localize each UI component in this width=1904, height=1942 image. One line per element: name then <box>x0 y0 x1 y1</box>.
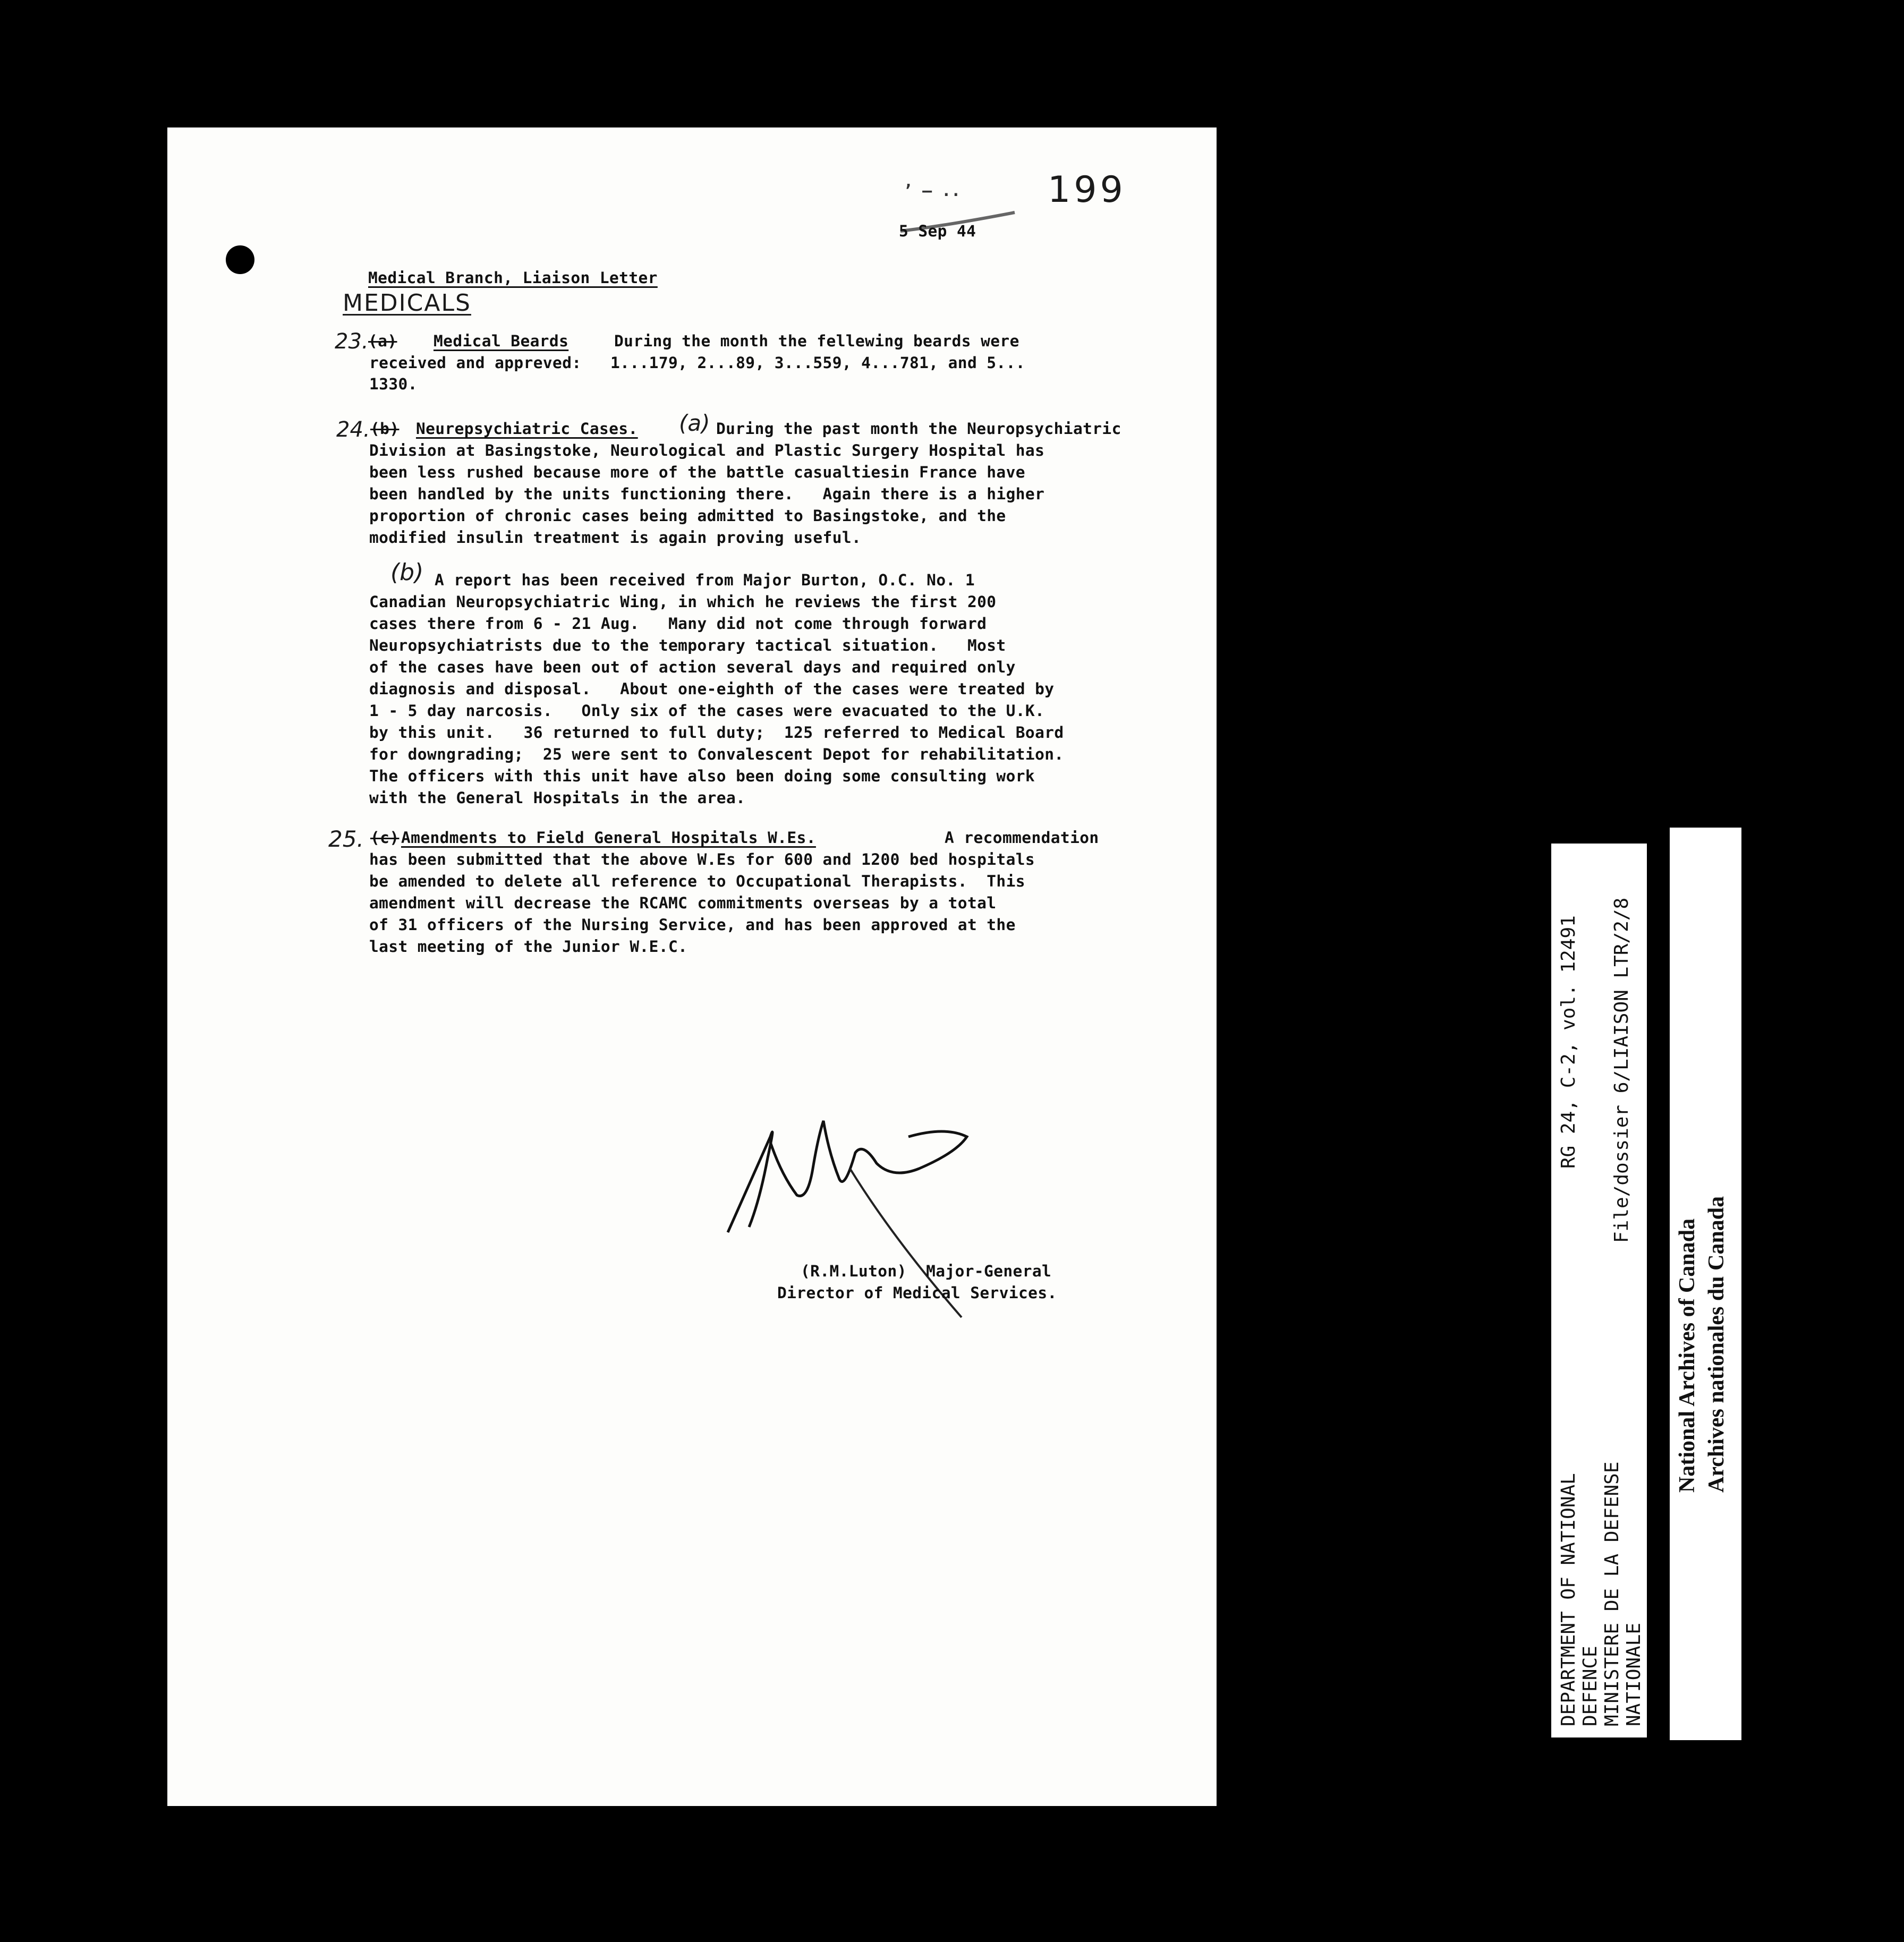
para-24b-line-4: Neuropsychiatrists due to the temporary tactical situation. Most <box>369 636 1006 654</box>
label-agency-line-3: MINISTERE DE LA DEFENSE <box>1601 1461 1623 1726</box>
para-24b-line-7: 1 - 5 day narcosis. Only six of the cases were evacuated to the U.K. <box>369 702 1045 720</box>
para-24b-line-1: A report has been received from Major Burton, O.C. No. 1 <box>435 571 975 589</box>
label-institution-fr: Archives nationales du Canada <box>1704 1196 1729 1493</box>
label-institution-en: National Archives of Canada <box>1675 1218 1699 1493</box>
para-24a-line-2: Division at Basingstoke, Neurological and Plastic Surgery Hospital has <box>369 441 1045 459</box>
para-25-line-2: has been submitted that the above W.Es for 600 and 1200 bed hospitals <box>369 850 1035 868</box>
para-23-number: 23. <box>335 329 369 354</box>
para-24-subletter-b: (b) <box>390 559 424 586</box>
para-24b-line-2: Canadian Neuropsychiatric Wing, in which he reviews the first 200 <box>369 593 997 611</box>
para-23-title: Medical Beards <box>434 332 569 350</box>
signature-title-line: Director of Medical Services. <box>777 1284 1057 1302</box>
para-24-title: Neurepsychiatric Cases. <box>416 420 638 438</box>
para-24b-line-10: The officers with this unit have also been doing some consulting work <box>369 767 1035 785</box>
label-agency-line-4: NATIONALE <box>1623 1622 1645 1726</box>
para-24-subletter-a: (a) <box>679 410 710 436</box>
label-agency-line-2: DEFENCE <box>1579 1646 1601 1726</box>
para-25-line-5: of 31 officers of the Nursing Service, and has been approved at the <box>369 916 1016 934</box>
page-number: 199 <box>1048 169 1126 211</box>
para-24b-line-5: of the cases have been out of action several days and required only <box>369 658 1016 676</box>
para-24a-line-3: been less rushed because more of the battle casualtiesin France have <box>369 463 1025 481</box>
para-23-letter: (a) <box>368 332 397 350</box>
handwritten-heading: MEDICALS <box>343 289 471 317</box>
handwritten-signature <box>717 1089 1015 1344</box>
label-file: File/dossier 6/LIAISON LTR/2/8 <box>1611 897 1633 1243</box>
label-agency-line-1: DEPARTMENT OF NATIONAL <box>1558 1473 1579 1726</box>
para-24a-line-4: been handled by the units functioning there. Again there is a higher <box>369 485 1045 503</box>
label-record-group: RG 24, C-2, vol. 12491 <box>1558 915 1579 1169</box>
para-25-number: 25. <box>328 826 364 852</box>
para-25-line-3: be amended to delete all reference to Occupational Therapists. This <box>369 872 1025 890</box>
signature-name-line: (R.M.Luton) Major-General <box>801 1262 1052 1280</box>
para-24b-line-11: with the General Hospitals in the area. <box>369 789 746 807</box>
para-24a-line-1: During the past month the Neuropsychiatric <box>716 420 1121 438</box>
para-25-line-1: A recommendation <box>945 829 1099 847</box>
para-25-title: Amendments to Field General Hospitals W.Es. <box>401 829 816 847</box>
para-24b-line-8: by this unit. 36 returned to full duty; 125 referred to Medical Board <box>369 723 1064 742</box>
para-24b-line-9: for downgrading; 25 were sent to Convalescent Depot for rehabilitation. <box>369 745 1064 763</box>
stamp-marks: ’ — .. <box>903 182 961 200</box>
para-25-line-4: amendment will decrease the RCAMC commitments overseas by a total <box>369 894 997 912</box>
para-23-line-2: received and appreved: 1...179, 2...89, 3...559, 4...781, and 5... <box>369 354 1025 372</box>
para-23-line-3: 1330. <box>369 375 418 393</box>
document-page <box>167 127 1217 1806</box>
para-25-letter: (c) <box>370 829 400 847</box>
para-24-letter: (b) <box>370 420 400 438</box>
para-24-number: 24. <box>336 418 370 442</box>
para-25-line-6: last meeting of the Junior W.E.C. <box>369 938 688 956</box>
punch-hole <box>226 245 254 274</box>
para-24b-line-6: diagnosis and disposal. About one-eighth of the cases were treated by <box>369 680 1055 698</box>
letter-heading: Medical Branch, Liaison Letter <box>368 269 658 287</box>
para-24b-line-3: cases there from 6 - 21 Aug. Many did not come through forward <box>369 615 987 633</box>
letter-date: 5 Sep 44 <box>899 222 976 240</box>
para-24a-line-6: modified insulin treatment is again proving useful. <box>369 529 862 547</box>
para-24a-line-5: proportion of chronic cases being admitted to Basingstoke, and the <box>369 507 1006 525</box>
para-23-line-1: During the month the fellewing beards were <box>614 332 1019 350</box>
